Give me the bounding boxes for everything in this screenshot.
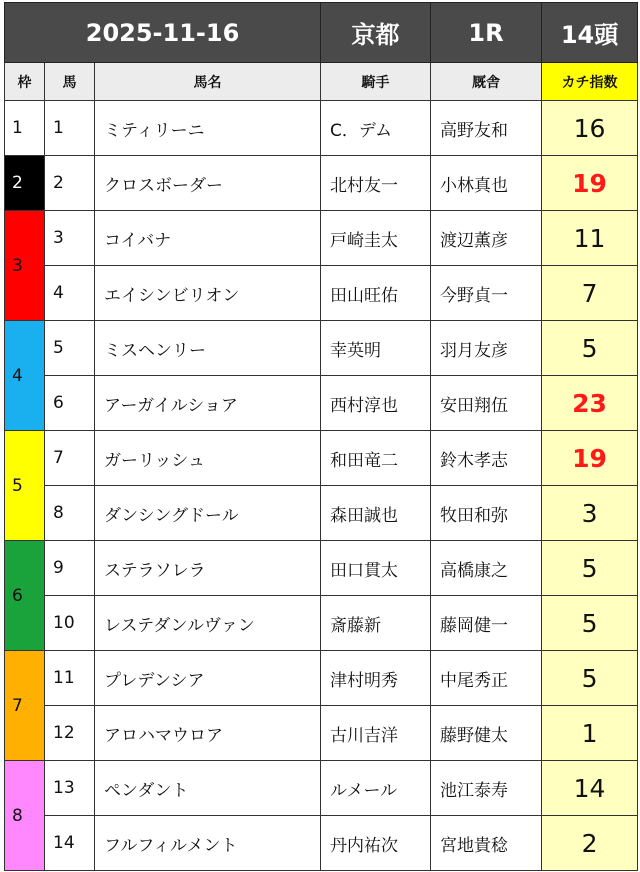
column-header-row	[5, 63, 638, 101]
horse-number: 12	[45, 706, 95, 761]
entry-row	[5, 486, 638, 541]
race-entries	[5, 101, 638, 871]
waku-cell: 1	[5, 101, 45, 156]
field-size: 14頭	[542, 3, 638, 63]
race-table	[4, 2, 638, 871]
trainer-name: 高野友和	[431, 101, 542, 156]
trainer-name: 鈴木孝志	[431, 431, 542, 486]
race-number: 1R	[431, 3, 542, 63]
waku-cell: 3	[5, 211, 45, 321]
col-uma: 馬	[45, 63, 95, 101]
horse-name: ステラソレラ	[95, 541, 321, 596]
jockey-name: C．デム	[321, 101, 431, 156]
horse-number: 8	[45, 486, 95, 541]
horse-name: アーガイルショア	[95, 376, 321, 431]
trainer-name: 今野貞一	[431, 266, 542, 321]
horse-name: ガーリッシュ	[95, 431, 321, 486]
entry-row	[5, 816, 638, 871]
horse-number: 1	[45, 101, 95, 156]
waku-cell: 8	[5, 761, 45, 871]
horse-number: 10	[45, 596, 95, 651]
jockey-name: 森田誠也	[321, 486, 431, 541]
entry-row	[5, 651, 638, 706]
horse-number: 6	[45, 376, 95, 431]
kachi-score: 3	[542, 486, 638, 541]
jockey-name: 丹内祐次	[321, 816, 431, 871]
jockey-name: 西村淳也	[321, 376, 431, 431]
horse-name: ミティリーニ	[95, 101, 321, 156]
race-date: 2025-11-16	[5, 3, 321, 63]
col-score: カチ指数	[542, 63, 638, 101]
entry-row	[5, 596, 638, 651]
horse-number: 11	[45, 651, 95, 706]
horse-name: プレデンシア	[95, 651, 321, 706]
entry-row	[5, 321, 638, 376]
col-waku: 枠	[5, 63, 45, 101]
horse-number: 2	[45, 156, 95, 211]
jockey-name: 和田竜二	[321, 431, 431, 486]
horse-name: アロハマウロア	[95, 706, 321, 761]
jockey-name: 斎藤新	[321, 596, 431, 651]
kachi-score: 1	[542, 706, 638, 761]
trainer-name: 小林真也	[431, 156, 542, 211]
horse-name: レステダンルヴァン	[95, 596, 321, 651]
entry-row	[5, 211, 638, 266]
waku-cell: 7	[5, 651, 45, 761]
jockey-name: 田山旺佑	[321, 266, 431, 321]
kachi-score: 14	[542, 761, 638, 816]
waku-cell: 6	[5, 541, 45, 651]
kachi-score: 16	[542, 101, 638, 156]
waku-cell: 2	[5, 156, 45, 211]
waku-cell: 4	[5, 321, 45, 431]
jockey-name: 津村明秀	[321, 651, 431, 706]
jockey-name: 田口貫太	[321, 541, 431, 596]
horse-name: クロスボーダー	[95, 156, 321, 211]
horse-name: フルフィルメント	[95, 816, 321, 871]
entry-row	[5, 156, 638, 211]
entry-row	[5, 541, 638, 596]
horse-number: 3	[45, 211, 95, 266]
horse-name: ミスヘンリー	[95, 321, 321, 376]
horse-number: 7	[45, 431, 95, 486]
jockey-name: 幸英明	[321, 321, 431, 376]
trainer-name: 安田翔伍	[431, 376, 542, 431]
entry-row	[5, 431, 638, 486]
entry-row	[5, 101, 638, 156]
kachi-score: 23	[542, 376, 638, 431]
entry-row	[5, 266, 638, 321]
trainer-name: 渡辺薫彦	[431, 211, 542, 266]
trainer-name: 池江泰寿	[431, 761, 542, 816]
jockey-name: 北村友一	[321, 156, 431, 211]
kachi-score: 5	[542, 651, 638, 706]
waku-cell: 5	[5, 431, 45, 541]
col-jockey: 騎手	[321, 63, 431, 101]
trainer-name: 藤野健太	[431, 706, 542, 761]
jockey-name: ルメール	[321, 761, 431, 816]
trainer-name: 宮地貴稔	[431, 816, 542, 871]
horse-name: コイバナ	[95, 211, 321, 266]
kachi-score: 19	[542, 431, 638, 486]
entry-row	[5, 706, 638, 761]
col-trainer: 厩舎	[431, 63, 542, 101]
trainer-name: 牧田和弥	[431, 486, 542, 541]
race-card	[4, 2, 637, 871]
horse-name: ダンシングドール	[95, 486, 321, 541]
kachi-score: 2	[542, 816, 638, 871]
jockey-name: 戸崎圭太	[321, 211, 431, 266]
horse-number: 5	[45, 321, 95, 376]
horse-number: 9	[45, 541, 95, 596]
kachi-score: 11	[542, 211, 638, 266]
kachi-score: 5	[542, 596, 638, 651]
trainer-name: 藤岡健一	[431, 596, 542, 651]
horse-number: 4	[45, 266, 95, 321]
horse-number: 13	[45, 761, 95, 816]
horse-name: ペンダント	[95, 761, 321, 816]
horse-name: エイシンビリオン	[95, 266, 321, 321]
jockey-name: 古川吉洋	[321, 706, 431, 761]
entry-row	[5, 376, 638, 431]
kachi-score: 5	[542, 321, 638, 376]
kachi-score: 19	[542, 156, 638, 211]
kachi-score: 7	[542, 266, 638, 321]
col-horse: 馬名	[95, 63, 321, 101]
race-venue: 京都	[321, 3, 431, 63]
trainer-name: 高橋康之	[431, 541, 542, 596]
kachi-score: 5	[542, 541, 638, 596]
horse-number: 14	[45, 816, 95, 871]
race-header	[5, 3, 638, 63]
trainer-name: 中尾秀正	[431, 651, 542, 706]
trainer-name: 羽月友彦	[431, 321, 542, 376]
entry-row	[5, 761, 638, 816]
